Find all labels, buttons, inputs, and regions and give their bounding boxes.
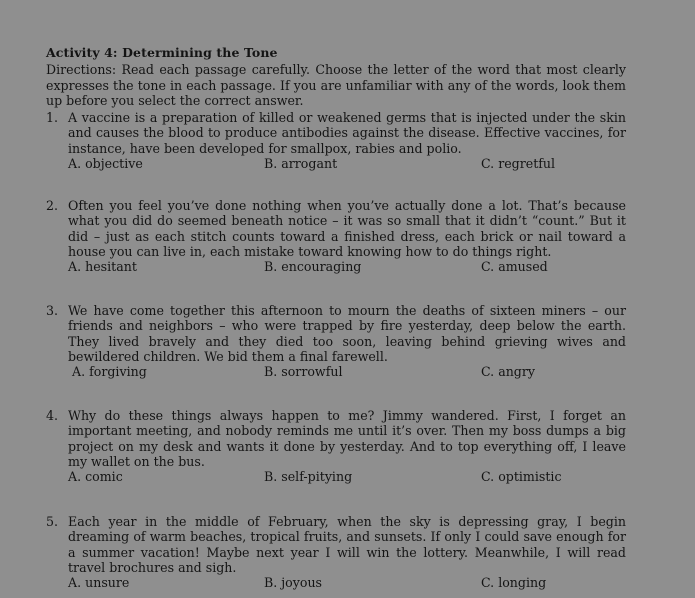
question-number: 1. (46, 110, 59, 125)
choice-a: A. forgiving (72, 364, 147, 380)
choice-b: B. joyous (264, 575, 323, 591)
question-passage: We have come together this afternoon to mourn the deaths of sixteen miners – our friends and neighbors – who were trapped by fire yesterday, deep below the earth. They lived bravely and they died too soon, leaving behind grieving wives and bewildered children. We bid them a final farewell. (68, 303, 626, 364)
directions-text: Directions: Read each passage carefully. Choose the letter of the word that most clearly expresses the tone in each passage. If you are unfamiliar with any of the words, look them up before you select the correct answer. (46, 62, 626, 108)
choice-a: A. objective (68, 155, 143, 171)
answer-choices (68, 364, 626, 380)
question-1 (46, 110, 626, 172)
question-2 (46, 198, 626, 275)
choice-b: B. arrogant (264, 155, 338, 171)
question-number: 2. (46, 198, 59, 213)
choice-a: A. unsure (68, 575, 130, 591)
choice-b: B. sorrowful (264, 364, 343, 380)
choice-a: A. comic (68, 469, 123, 485)
choice-a: A. hesitant (68, 259, 137, 275)
question-passage: Each year in the middle of February, when the sky is depressing gray, I begin dreaming of warm beaches, tropical fruits, and sunsets. If only I could save enough for a summer vacation! Maybe next year I will win the lottery. Meanwhile, I will read travel brochures and sigh. (68, 514, 626, 575)
choice-c: C. longing (481, 575, 547, 591)
activity-title: Activity 4: Determining the Tone (46, 45, 278, 60)
answer-choices (68, 469, 626, 485)
choice-b: B. self-pitying (264, 469, 353, 485)
answer-choices (68, 156, 626, 172)
answer-choices (68, 575, 626, 591)
question-passage: Why do these things always happen to me? Jimmy wandered. First, I forget an important meeting, and nobody reminds me until it’s over. Then my boss dumps a big project on my desk and wants it done by yesterday. And to top everything off, I leave my wallet on the bus. (68, 408, 626, 469)
question-number: 3. (46, 303, 59, 318)
choice-b: B. encouraging (264, 259, 362, 275)
choice-c: C. optimistic (481, 469, 562, 485)
answer-choices (68, 259, 626, 275)
question-passage: Often you feel you’ve done nothing when you’ve actually done a lot. That’s because what you did do seemed beneath notice – it was so small that it didn’t “count.” But it did – just as each stitch counts toward a finished dress, each brick or nail toward a house you can live in, each mistake toward knowing how to do things right. (68, 198, 626, 259)
question-4 (46, 408, 626, 485)
question-passage: A vaccine is a preparation of killed or weakened germs that is injected under the skin and causes the blood to produce antibodies against the disease. Effective vaccines, for instance, have been developed for smallpox, rabies and polio. (68, 110, 626, 156)
choice-c: C. angry (481, 364, 536, 380)
question-3 (46, 303, 626, 380)
question-number: 4. (46, 408, 59, 423)
question-5 (46, 514, 626, 591)
choice-c: C. regretful (481, 155, 556, 171)
question-number: 5. (46, 514, 59, 529)
choice-c: C. amused (481, 259, 548, 275)
